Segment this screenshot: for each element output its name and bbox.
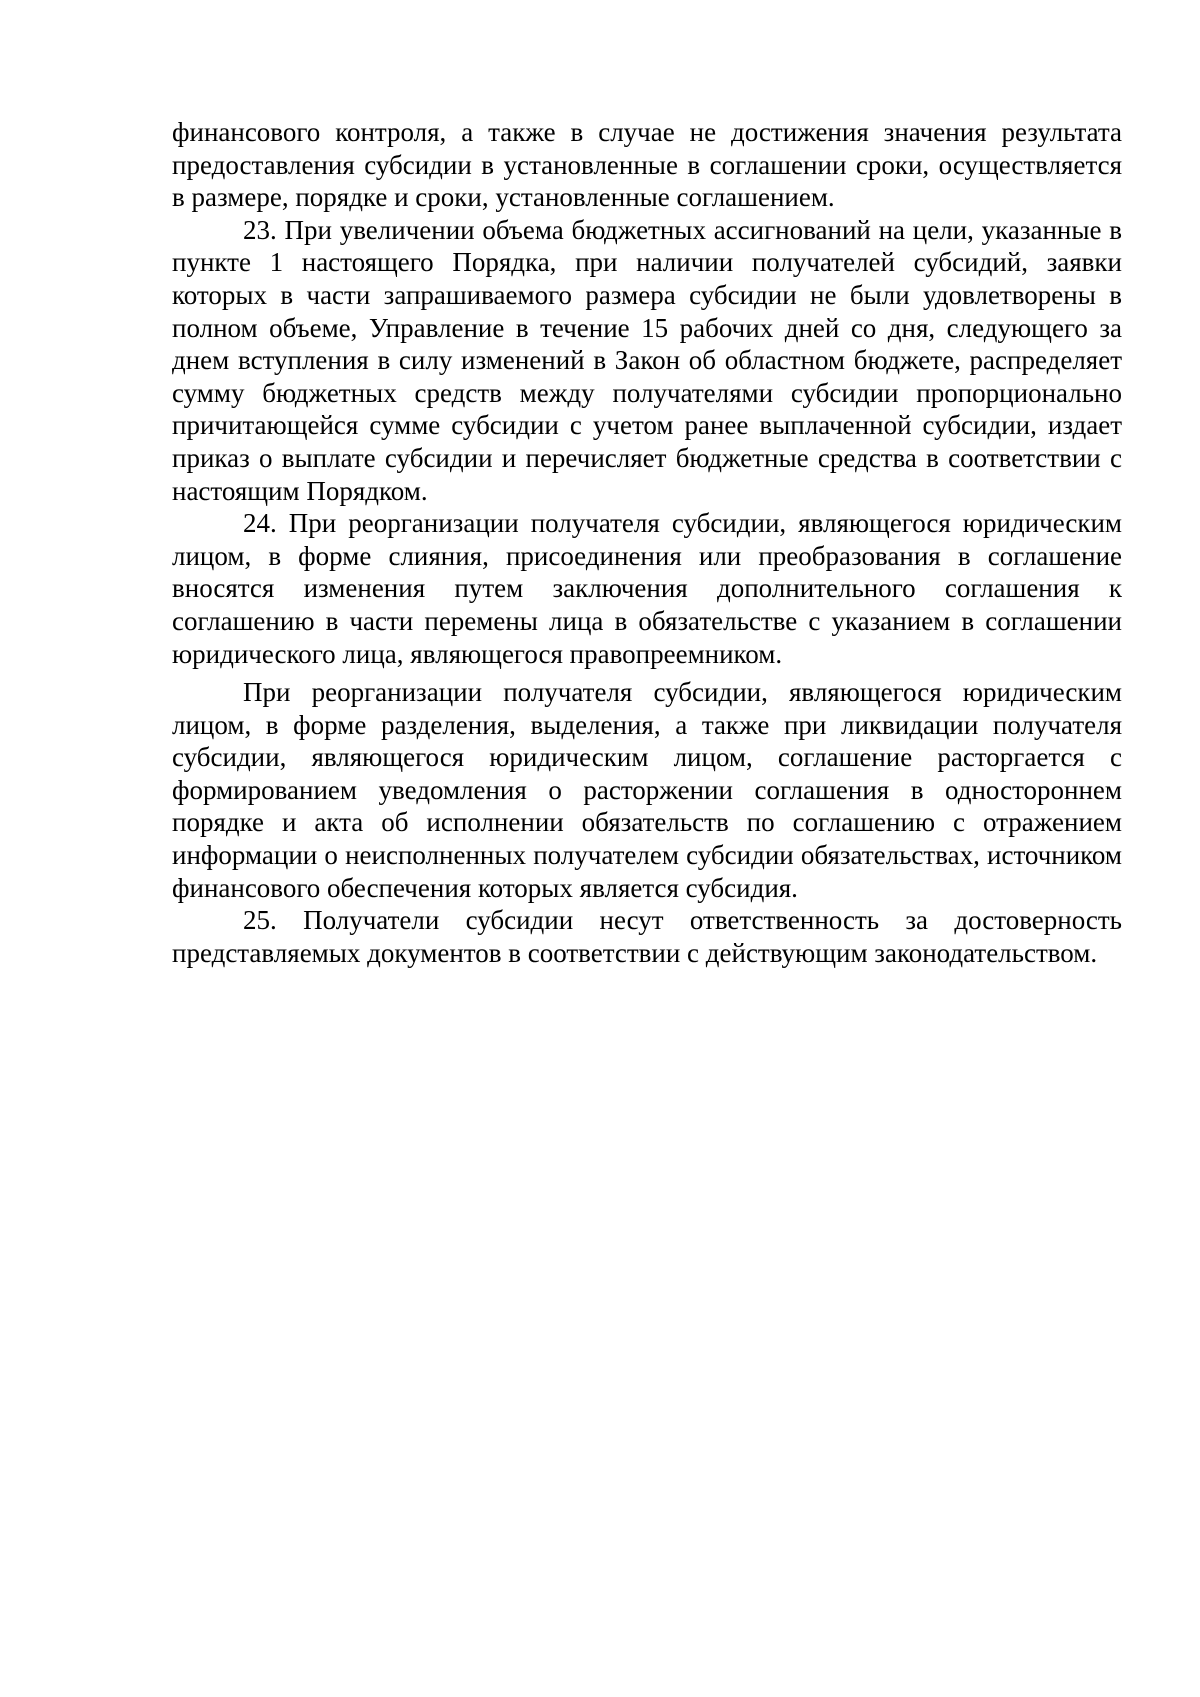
paragraph-continuation: финансового контроля, а также в случае не достижения значения результата предоставления субсидии в установленные в соглашении сроки, осуществляется в размере, порядке и сроки, установленные соглашением. [172, 117, 1122, 213]
paragraph-item-24-liquidation: При реорганизации получателя субсидии, являющегося юридическим лицом, в форме разделения, выделения, а также при ликвидации получателя субсидии, являющегося юридическим лицом, соглашение расторгается с формированием уведомления о расторжении соглашения в одностороннем порядке и акта об исполнении обязательств по соглашению с отражением информации о неисполненных получателем субсидии обязательствах, источником финансового обеспечения которых является субсидия. [172, 677, 1122, 903]
document-body [172, 116, 1122, 969]
paragraph-item-25: 25. Получатели субсидии несут ответственность за достоверность представляемых документов в соответствии с действующим законодательством. [172, 905, 1122, 968]
paragraph-item-23: 23. При увеличении объема бюджетных ассигнований на цели, указанные в пункте 1 настоящего Порядка, при наличии получателей субсидий, заявки которых в части запрашиваемого размера субсидии не были удовлетворены в полном объеме, Управление в течение 15 рабочих дней со дня, следующего за днем вступления в силу изменений в Закон об областном бюджете, распределяет сумму бюджетных средств между получателями субсидии пропорционально причитающейся сумме субсидии с учетом ранее выплаченной субсидии, издает приказ о выплате субсидии и перечисляет бюджетные средства в соответствии с настоящим Порядком. [172, 214, 1122, 506]
paragraph-item-24: 24. При реорганизации получателя субсидии, являющегося юридическим лицом, в форме слияния, присоединения или преобразования в соглашение вносятся изменения путем заключения дополнительного соглашения к соглашению в части перемены лица в обязательстве с указанием в соглашении юридического лица, являющегося правопреемником. [172, 508, 1122, 669]
